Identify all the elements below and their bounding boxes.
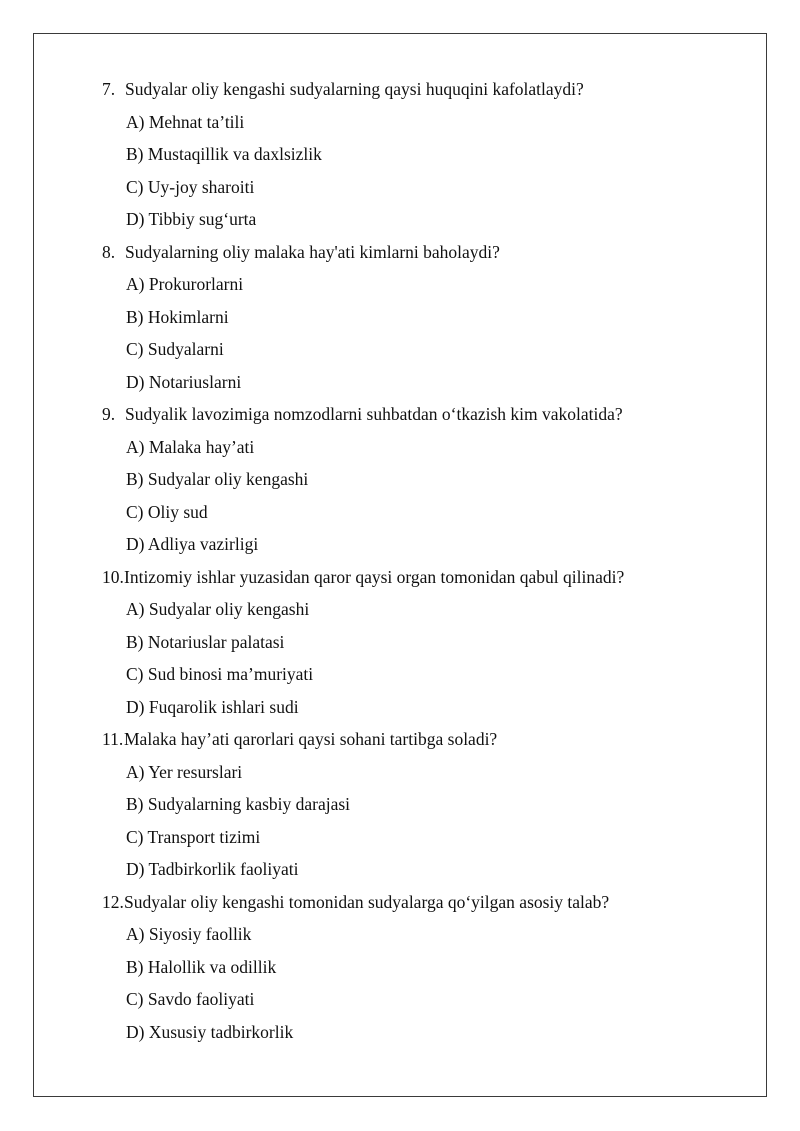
option-text: B) Sudyalarning kasbiy darajasi bbox=[126, 794, 351, 814]
question-text: Malaka hay’ati qarorlari qaysi sohani tartibga soladi? bbox=[124, 729, 498, 749]
question-text: Sudyalar oliy kengashi sudyalarning qaysi huquqini kafolatlaydi? bbox=[125, 79, 584, 99]
option-10a bbox=[0, 593, 800, 626]
question-9 bbox=[0, 398, 800, 431]
question-number: 7. bbox=[102, 79, 116, 99]
question-text: Sudyalarning oliy malaka hay'ati kimlarni baholaydi? bbox=[125, 241, 500, 262]
option-11b bbox=[0, 788, 800, 821]
option-12c bbox=[0, 983, 800, 1016]
option-7a bbox=[0, 106, 800, 139]
option-8c bbox=[0, 333, 800, 366]
question-number: 12. bbox=[102, 891, 124, 912]
question-11 bbox=[0, 723, 800, 756]
option-12b bbox=[0, 951, 800, 984]
question-number: 11. bbox=[102, 729, 124, 749]
option-7d bbox=[0, 203, 800, 236]
option-text: A) Yer resurslari bbox=[126, 761, 243, 782]
option-text: D) Adliya vazirligi bbox=[126, 534, 259, 554]
option-9c bbox=[0, 496, 800, 529]
question-text: Sudyalik lavozimiga nomzodlarni suhbatdan o‘tkazish kim vakolatida? bbox=[125, 404, 623, 424]
quiz-list bbox=[0, 73, 800, 1048]
question-12 bbox=[0, 886, 800, 919]
option-text: B) Mustaqillik va daxlsizlik bbox=[126, 144, 322, 164]
option-10d bbox=[0, 691, 800, 724]
option-text: C) Sudyalarni bbox=[126, 339, 224, 359]
option-text: A) Sudyalar oliy kengashi bbox=[126, 599, 310, 619]
option-text: B) Halollik va odillik bbox=[126, 956, 277, 977]
option-7c bbox=[0, 171, 800, 204]
option-text: A) Prokurorlarni bbox=[126, 274, 244, 294]
option-text: D) Fuqarolik ishlari sudi bbox=[126, 696, 299, 717]
option-text: B) Notariuslar palatasi bbox=[126, 631, 285, 652]
question-number: 8. bbox=[102, 241, 116, 262]
option-12a bbox=[0, 918, 800, 951]
option-text: D) Tibbiy sug‘urta bbox=[126, 209, 257, 229]
option-text: C) Oliy sud bbox=[126, 501, 208, 522]
option-text: D) Xususiy tadbirkorlik bbox=[126, 1021, 294, 1042]
option-text: D) Notariuslarni bbox=[126, 371, 242, 392]
question-8 bbox=[0, 236, 800, 269]
option-7b bbox=[0, 138, 800, 171]
option-text: A) Malaka hay’ati bbox=[126, 436, 255, 457]
option-8a bbox=[0, 268, 800, 301]
option-text: A) Siyosiy faollik bbox=[126, 924, 252, 944]
question-text: Sudyalar oliy kengashi tomonidan sudyalarga qo‘yilgan asosiy talab? bbox=[124, 891, 610, 912]
question-7 bbox=[0, 73, 800, 106]
option-12d bbox=[0, 1016, 800, 1049]
option-text: C) Uy-joy sharoiti bbox=[126, 176, 255, 197]
option-9d bbox=[0, 528, 800, 561]
question-text: Intizomiy ishlar yuzasidan qaror qaysi organ tomonidan qabul qilinadi? bbox=[124, 566, 625, 587]
option-text: A) Mehnat ta’tili bbox=[126, 111, 245, 132]
option-9a bbox=[0, 431, 800, 464]
option-8b bbox=[0, 301, 800, 334]
question-10 bbox=[0, 561, 800, 594]
option-text: B) Sudyalar oliy kengashi bbox=[126, 469, 309, 489]
option-11d bbox=[0, 853, 800, 886]
option-9b bbox=[0, 463, 800, 496]
option-text: D) Tadbirkorlik faoliyati bbox=[126, 859, 299, 879]
option-8d bbox=[0, 366, 800, 399]
option-11a bbox=[0, 756, 800, 789]
option-text: C) Transport tizimi bbox=[126, 826, 261, 847]
option-11c bbox=[0, 821, 800, 854]
question-number: 10. bbox=[102, 566, 124, 587]
option-10b bbox=[0, 626, 800, 659]
question-number: 9. bbox=[102, 404, 116, 424]
option-text: C) Savdo faoliyati bbox=[126, 989, 255, 1009]
option-text: B) Hokimlarni bbox=[126, 306, 229, 327]
option-10c bbox=[0, 658, 800, 691]
option-text: C) Sud binosi ma’muriyati bbox=[126, 664, 314, 684]
